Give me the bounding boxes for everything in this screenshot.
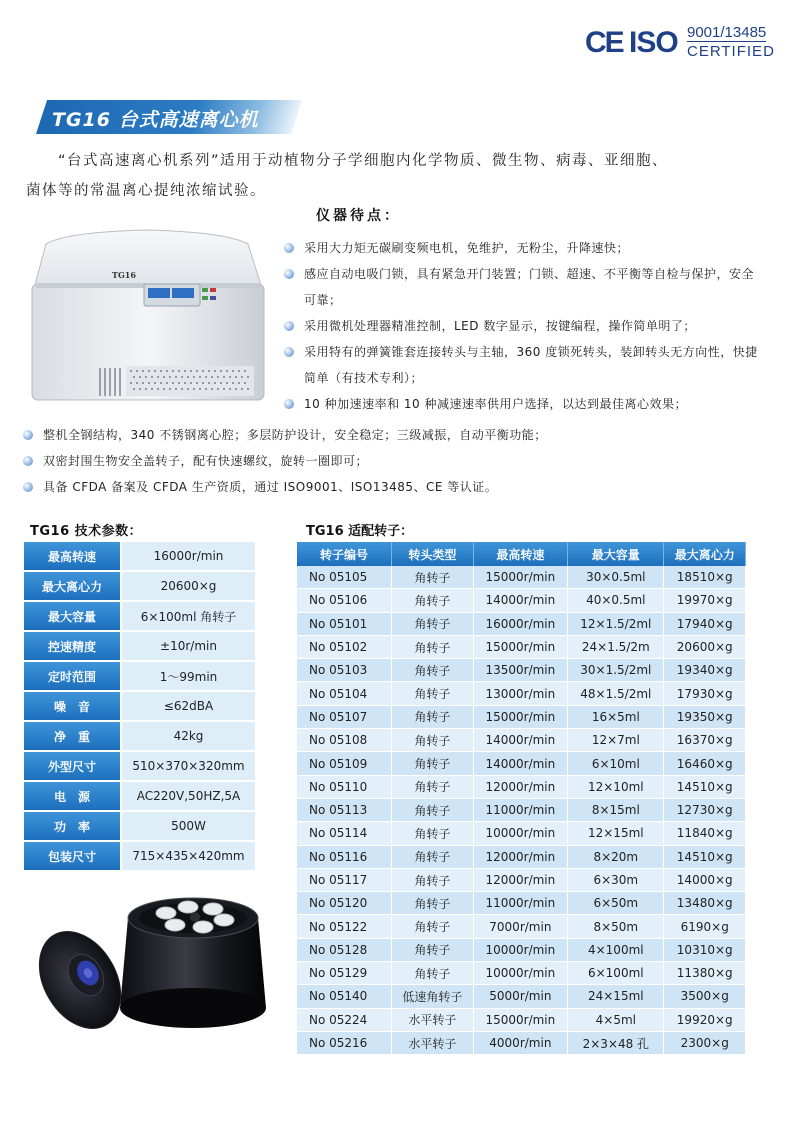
spec-label: 净 重 [24, 721, 121, 751]
feature-text: 采用特有的弹簧锥套连接转头与主轴，360 度锁死转头，装卸转头无方向性，快捷简单（有技术专利）； [304, 345, 758, 385]
rotor-table-title: TG16 适配转子： [306, 524, 414, 539]
rotor-cell: 16370×g [664, 729, 746, 752]
rotor-table [297, 542, 746, 1055]
rotor-cell: 角转子 [392, 705, 474, 728]
rotor-cell: 角转子 [392, 915, 474, 938]
rotor-cell: 19350×g [664, 705, 746, 728]
certification-logo [583, 24, 783, 64]
feature-item [304, 235, 764, 261]
rotor-cell: 14000r/min [473, 589, 568, 612]
rotor-cell: 11380×g [664, 962, 746, 985]
rotor-cell: 6×100ml [568, 962, 664, 985]
rotor-cell: 14000r/min [473, 752, 568, 775]
spec-row [24, 781, 255, 811]
rotor-cell: 10000r/min [473, 962, 568, 985]
rotor-cell: 12×10ml [568, 775, 664, 798]
rotor-cell: 19920×g [664, 1008, 746, 1031]
rotor-cell: 19970×g [664, 589, 746, 612]
feature-text: 10 种加速速率和 10 种减速速率供用户选择，以达到最佳离心效果； [304, 397, 687, 411]
iso-number: 9001/13485 [687, 24, 767, 41]
rotor-row [297, 892, 746, 915]
spec-row [24, 601, 255, 631]
rotor-cell: 6×10ml [568, 752, 664, 775]
spec-row [24, 691, 255, 721]
rotor-cell: 角转子 [392, 962, 474, 985]
rotor-row [297, 962, 746, 985]
spec-value: 16000r/min [121, 542, 255, 571]
rotor-cell: 10000r/min [473, 938, 568, 961]
rotor-cell: 角转子 [392, 822, 474, 845]
rotor-cell: 13500r/min [473, 659, 568, 682]
bullet-icon [284, 243, 294, 253]
rotor-row [297, 729, 746, 752]
rotor-cell: 角转子 [392, 682, 474, 705]
spec-value: 1～99min [121, 661, 255, 691]
rotor-cell: 18510×g [664, 566, 746, 589]
rotor-cell: No 05106 [297, 589, 392, 612]
spec-label: 外型尺寸 [24, 751, 121, 781]
rotor-cell: 4×100ml [568, 938, 664, 961]
spec-label: 噪 音 [24, 691, 121, 721]
rotor-cell: 水平转子 [392, 1031, 474, 1054]
spec-label: 最大离心力 [24, 571, 121, 601]
intro-paragraph [26, 146, 766, 206]
rotor-cell: No 05113 [297, 798, 392, 821]
ce-mark: CE [585, 26, 623, 59]
feature-item [304, 313, 764, 339]
rotor-cell: 角转子 [392, 845, 474, 868]
rotor-cell: No 05117 [297, 868, 392, 891]
spec-value: 6×100ml 角转子 [121, 601, 255, 631]
rotor-cell: 角转子 [392, 775, 474, 798]
rotor-cell: 角转子 [392, 729, 474, 752]
rotor-cell: No 05109 [297, 752, 392, 775]
rotor-cell: 12000r/min [473, 775, 568, 798]
rotor-cell: 14000×g [664, 868, 746, 891]
spec-row [24, 841, 255, 871]
iso-mark: ISO [629, 26, 678, 59]
rotor-cell: 3500×g [664, 985, 746, 1008]
rotor-row [297, 659, 746, 682]
spec-value: AC220V,50HZ,5A [121, 781, 255, 811]
rotor-row [297, 938, 746, 961]
feature-text: 采用微机处理器精准控制，LED 数字显示，按键编程，操作简单明了； [304, 319, 696, 333]
rotor-row [297, 566, 746, 589]
rotor-row [297, 705, 746, 728]
rotor-column-header: 转子编号 [297, 542, 392, 566]
rotor-cell: 7000r/min [473, 915, 568, 938]
rotor-cell: No 05128 [297, 938, 392, 961]
rotor-cell: No 05140 [297, 985, 392, 1008]
rotor-cell: 12000r/min [473, 845, 568, 868]
rotor-cell: 角转子 [392, 635, 474, 658]
rotor-row [297, 589, 746, 612]
feature-list-side [304, 235, 764, 417]
certified-text: CERTIFIED [687, 43, 775, 60]
rotor-cell: 20600×g [664, 635, 746, 658]
rotor-cell: 8×15ml [568, 798, 664, 821]
spec-row [24, 631, 255, 661]
rotor-cell: 2×3×48 孔 [568, 1031, 664, 1054]
rotor-cell: 角转子 [392, 868, 474, 891]
spec-row [24, 661, 255, 691]
rotor-cell: 角转子 [392, 566, 474, 589]
page-title: TG16 台式高速离心机 [52, 109, 259, 131]
spec-row [24, 811, 255, 841]
spec-row [24, 751, 255, 781]
intro-line-2: 菌体等的常温离心提纯浓缩试验。 [26, 183, 266, 199]
rotor-cell: 4000r/min [473, 1031, 568, 1054]
rotor-cell: No 05105 [297, 566, 392, 589]
rotor-row [297, 822, 746, 845]
spec-value: ±10r/min [121, 631, 255, 661]
feature-text: 采用大力矩无碳刷变频电机，免维护，无粉尘，升降速快； [304, 241, 630, 255]
rotor-cell: 6×50m [568, 892, 664, 915]
rotor-cell: No 05110 [297, 775, 392, 798]
feature-item [304, 339, 764, 391]
rotor-cell: 11840×g [664, 822, 746, 845]
rotor-cell: No 05101 [297, 612, 392, 635]
rotor-cell: No 05114 [297, 822, 392, 845]
rotor-cell: 2300×g [664, 1031, 746, 1054]
rotor-row [297, 682, 746, 705]
rotor-column-header: 最大离心力 [664, 542, 746, 566]
bullet-icon [23, 430, 33, 440]
rotor-cell: 19340×g [664, 659, 746, 682]
feature-item [43, 422, 763, 448]
bullet-icon [284, 321, 294, 331]
rotor-cell: 5000r/min [473, 985, 568, 1008]
rotor-cell: 10000r/min [473, 822, 568, 845]
rotor-row [297, 635, 746, 658]
rotor-cell: 6190×g [664, 915, 746, 938]
rotor-cell: 角转子 [392, 589, 474, 612]
spec-value: 20600×g [121, 571, 255, 601]
rotor-cell: No 05108 [297, 729, 392, 752]
rotor-cell: No 05129 [297, 962, 392, 985]
rotor-cell: 24×15ml [568, 985, 664, 1008]
rotor-row [297, 775, 746, 798]
rotor-cell: No 05103 [297, 659, 392, 682]
spec-value: 715×435×420mm [121, 841, 255, 871]
rotor-cell: 40×0.5ml [568, 589, 664, 612]
rotor-row [297, 612, 746, 635]
rotor-cell: 14510×g [664, 845, 746, 868]
spec-label: 控速精度 [24, 631, 121, 661]
rotor-cell: 4×5ml [568, 1008, 664, 1031]
feature-item [43, 448, 763, 474]
rotor-column-header: 转头类型 [392, 542, 474, 566]
rotor-row [297, 845, 746, 868]
rotor-cell: No 05102 [297, 635, 392, 658]
spec-value: 42kg [121, 721, 255, 751]
rotor-row [297, 1008, 746, 1031]
rotor-cell: No 05120 [297, 892, 392, 915]
bullet-icon [23, 456, 33, 466]
centrifuge-machine-image [26, 226, 271, 404]
rotor-cell: 14510×g [664, 775, 746, 798]
spec-row [24, 571, 255, 601]
rotor-cell: 水平转子 [392, 1008, 474, 1031]
rotor-cell: 11000r/min [473, 798, 568, 821]
rotor-table-header [297, 542, 746, 566]
rotor-cell: 11000r/min [473, 892, 568, 915]
rotor-cell: 角转子 [392, 798, 474, 821]
rotor-row [297, 752, 746, 775]
feature-item [304, 391, 764, 417]
rotor-cell: No 05107 [297, 705, 392, 728]
rotor-cell: 16000r/min [473, 612, 568, 635]
rotor-cell: 角转子 [392, 752, 474, 775]
spec-label: 最高转速 [24, 542, 121, 571]
spec-row [24, 721, 255, 751]
bullet-icon [284, 347, 294, 357]
rotor-column-header: 最大容量 [568, 542, 664, 566]
bullet-icon [284, 269, 294, 279]
rotor-cell: 低速角转子 [392, 985, 474, 1008]
spec-value: 510×370×320mm [121, 751, 255, 781]
title-banner [36, 100, 296, 134]
feature-item [43, 474, 763, 500]
rotor-cell: No 05122 [297, 915, 392, 938]
feature-text: 感应自动电吸门锁，具有紧急开门装置；门锁、超速、不平衡等自检与保护，安全可靠； [304, 267, 755, 307]
rotor-cell: 14000r/min [473, 729, 568, 752]
rotor-row [297, 868, 746, 891]
rotor-cell: 48×1.5/2ml [568, 682, 664, 705]
rotor-cell: 15000r/min [473, 566, 568, 589]
feature-text: 双密封围生物安全盖转子，配有快速螺纹，旋转一圈即可； [43, 454, 369, 468]
spec-table [24, 542, 255, 872]
rotor-cell: 8×50m [568, 915, 664, 938]
rotor-cell: 6×30m [568, 868, 664, 891]
bullet-icon [284, 399, 294, 409]
rotor-cell: 15000r/min [473, 705, 568, 728]
spec-label: 电 源 [24, 781, 121, 811]
rotor-column-header: 最高转速 [473, 542, 568, 566]
feature-item [304, 261, 764, 313]
rotor-cell: No 05116 [297, 845, 392, 868]
spec-row [24, 542, 255, 571]
rotor-row [297, 915, 746, 938]
spec-label: 最大容量 [24, 601, 121, 631]
feature-text: 具备 CFDA 备案及 CFDA 生产资质，通过 ISO9001、ISO13485、CE 等认证。 [43, 480, 498, 494]
feature-list-full [43, 422, 763, 500]
rotor-cell: 30×1.5/2ml [568, 659, 664, 682]
rotor-image [28, 880, 273, 1040]
rotor-cell: 24×1.5/2m [568, 635, 664, 658]
rotor-cell: 12000r/min [473, 868, 568, 891]
features-heading: 仪器待点： [316, 208, 401, 224]
rotor-cell: 角转子 [392, 659, 474, 682]
rotor-cell: 17930×g [664, 682, 746, 705]
spec-table-title: TG16 技术参数： [30, 524, 143, 539]
rotor-cell: 8×20m [568, 845, 664, 868]
bullet-icon [23, 482, 33, 492]
rotor-cell: 17940×g [664, 612, 746, 635]
spec-value: 500W [121, 811, 255, 841]
rotor-cell: No 05224 [297, 1008, 392, 1031]
rotor-cell: 30×0.5ml [568, 566, 664, 589]
rotor-cell: 12×15ml [568, 822, 664, 845]
rotor-cell: No 05104 [297, 682, 392, 705]
rotor-row [297, 985, 746, 1008]
rotor-row [297, 1031, 746, 1054]
feature-text: 整机全钢结构，340 不锈钢离心腔；多层防护设计，安全稳定；三级减振，自动平衡功能； [43, 428, 547, 442]
rotor-cell: 角转子 [392, 938, 474, 961]
rotor-cell: 16×5ml [568, 705, 664, 728]
rotor-cell: 角转子 [392, 892, 474, 915]
rotor-cell: 10310×g [664, 938, 746, 961]
rotor-cell: 12×1.5/2ml [568, 612, 664, 635]
rotor-cell: 13000r/min [473, 682, 568, 705]
rotor-cell: 12730×g [664, 798, 746, 821]
rotor-cell: 16460×g [664, 752, 746, 775]
rotor-cell: 15000r/min [473, 1008, 568, 1031]
rotor-cell: 15000r/min [473, 635, 568, 658]
rotor-cell: 角转子 [392, 612, 474, 635]
spec-label: 定时范围 [24, 661, 121, 691]
rotor-cell: 12×7ml [568, 729, 664, 752]
intro-line-1: “台式高速离心机系列”适用于动植物分子学细胞内化学物质、微生物、病毒、亚细胞、 [58, 153, 669, 169]
spec-label: 包装尺寸 [24, 841, 121, 871]
spec-value: ≤62dBA [121, 691, 255, 721]
rotor-cell: 13480×g [664, 892, 746, 915]
spec-label: 功 率 [24, 811, 121, 841]
machine-label: TG16 [112, 270, 136, 280]
rotor-row [297, 798, 746, 821]
rotor-cell: No 05216 [297, 1031, 392, 1054]
